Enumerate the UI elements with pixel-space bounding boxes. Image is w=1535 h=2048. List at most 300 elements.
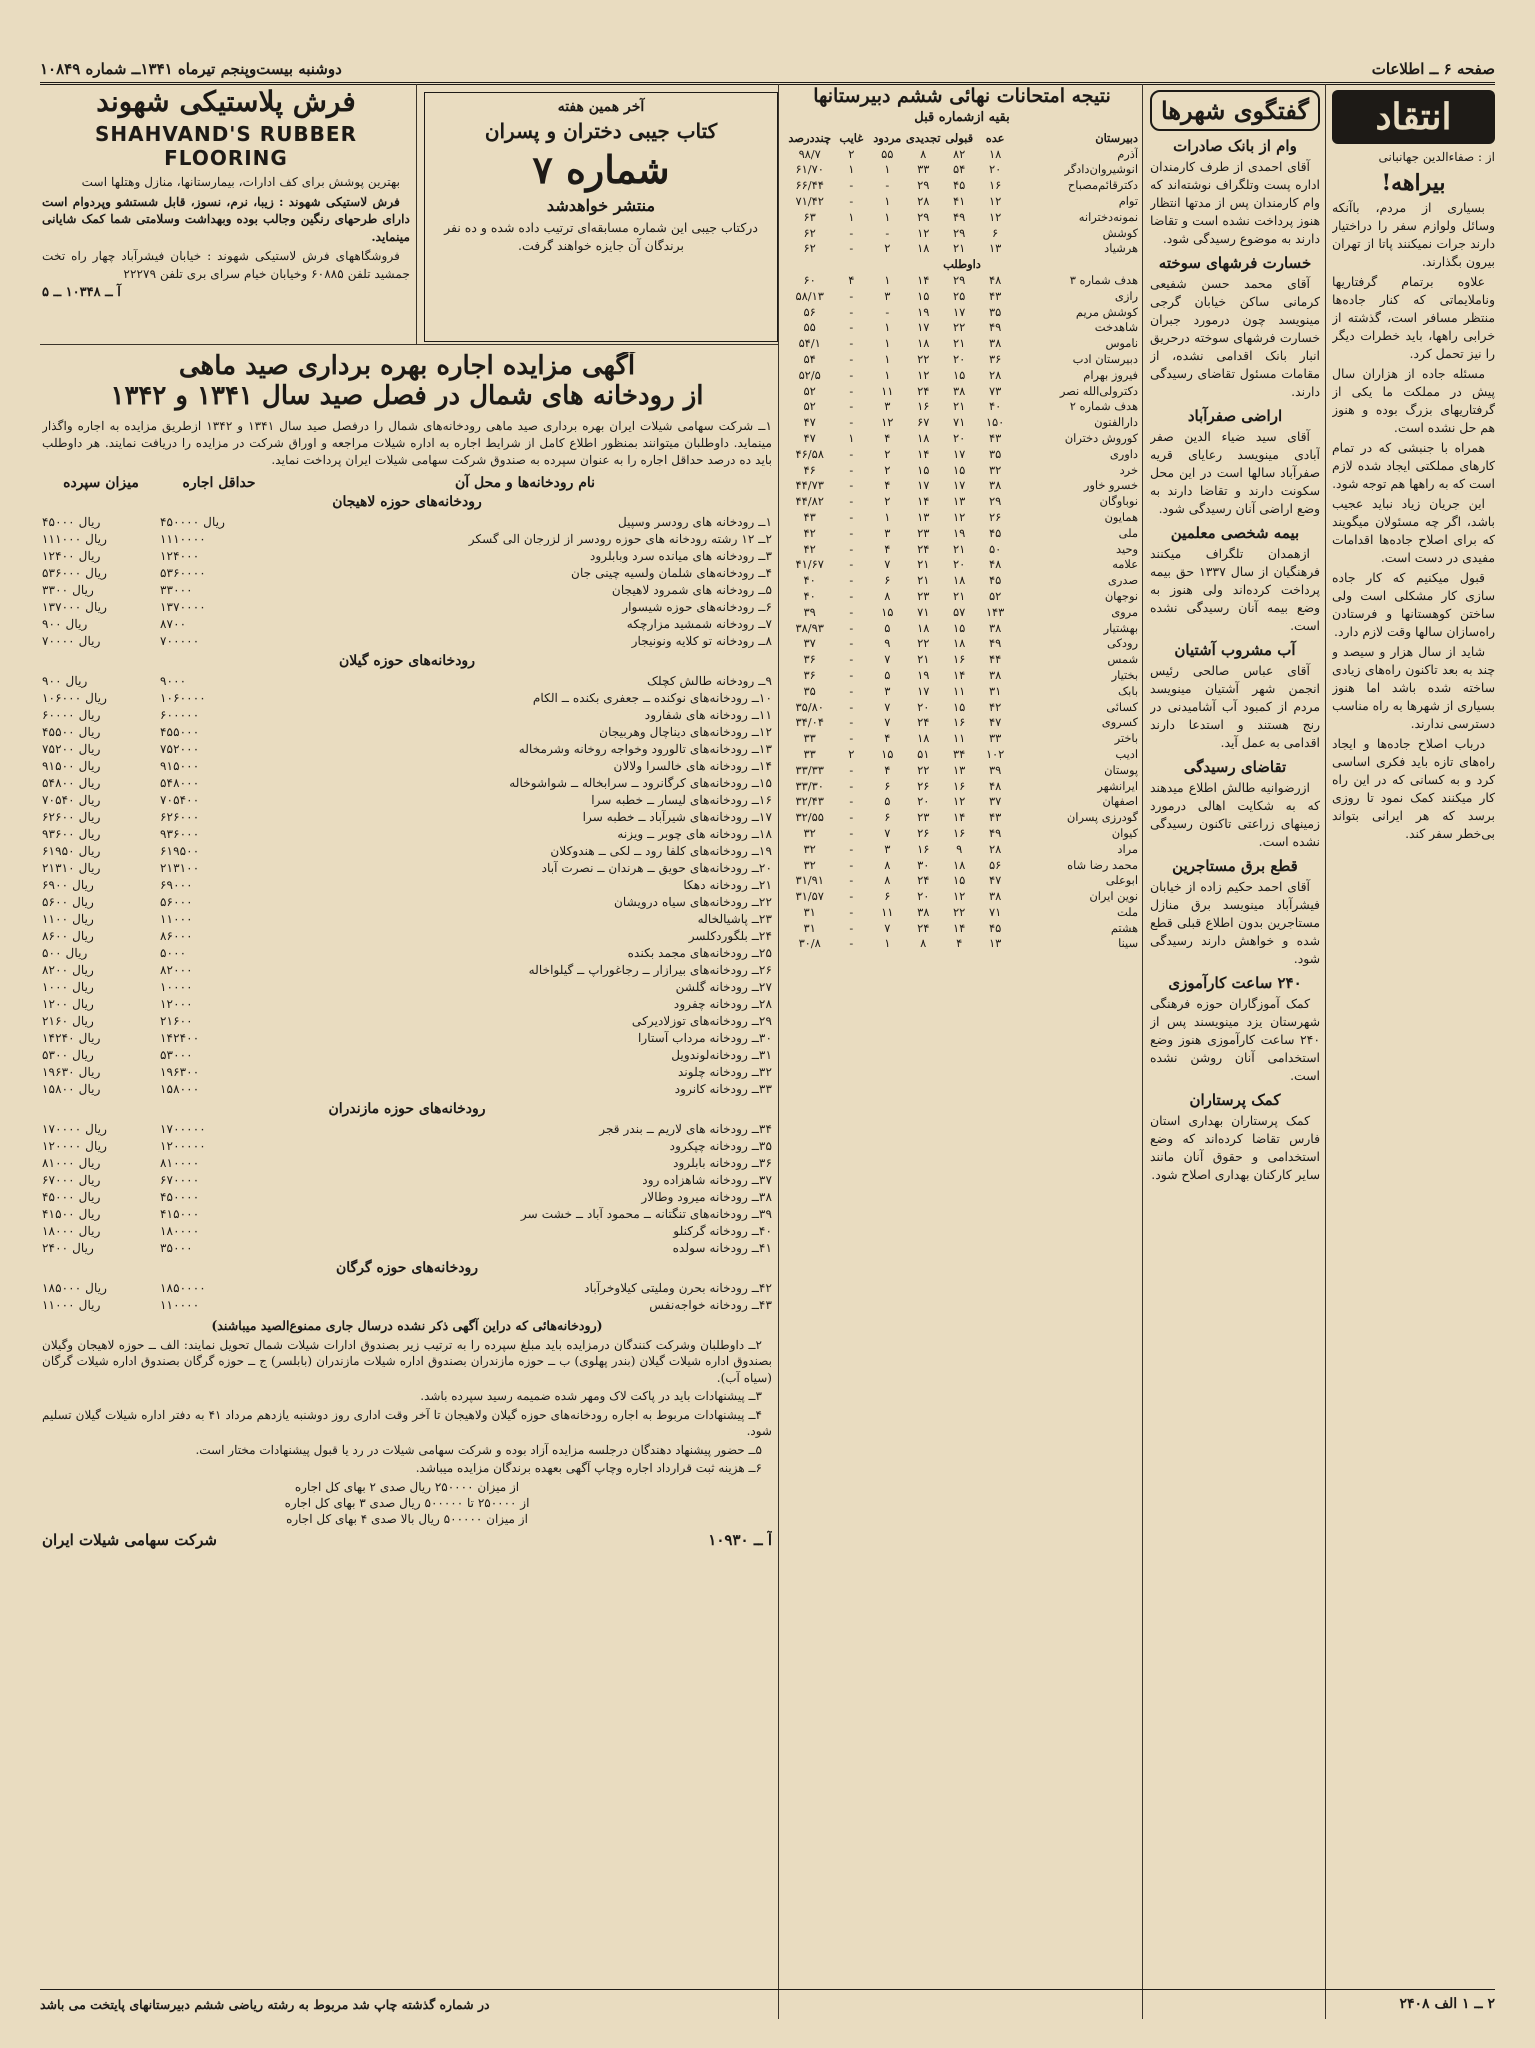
river-group-title: رودخانه‌های حوزه گرگان: [335, 1259, 479, 1276]
header-cell: تجدیدی: [905, 130, 941, 145]
auction-fee-line: از میزان ۵۰۰۰۰۰ ریال بالا صدی ۴ بهای کل اجاره: [286, 1511, 528, 1526]
table-cell: -: [849, 494, 854, 509]
table-cell: ۱۶: [988, 178, 1002, 193]
table-cell: ۱۸: [917, 430, 930, 445]
article-paragraph: بسیاری از مردم، باآنکه وسائل ولوازم سفر را دراختیار دارند جرات نمیکنند پاتا از تهران بیرون بگذارند.: [1332, 200, 1495, 269]
table-cell: ابوعلی: [1105, 873, 1138, 888]
table-cell: ۱: [884, 352, 891, 366]
river-min-rent: ۶۱۹۵۰۰: [160, 843, 200, 858]
auction-term: ۲ــ داوطلبان وشرکت کنندگان درمزایده باید مبلغ سپرده را به ترتیب زیر بصندوق ادارات شیلات شمال تحویل نمایند: الف ــ حوزه لاهیجان وگیلان بصندوق اداره شیلات گیلان (بندر پهلوی) ب ــ حوزه مازندران بصندوق اداره شیلات مازندران (بابلسر) ج ــ حوزه گرگان بصندوق اداره شیلات گرگان (سیاه آب).: [42, 1337, 772, 1385]
table-cell: ادیب: [1115, 746, 1138, 761]
results-table: [786, 131, 1138, 952]
river-row: [42, 1121, 772, 1138]
river-min-rent: ۱۴۲۴۰۰: [160, 1030, 200, 1045]
criticism-logo: انتقاد: [1332, 90, 1495, 144]
river-row: [42, 707, 772, 724]
table-cell: ۵۸/۱۳: [795, 288, 824, 303]
article-paragraph: همراه با جنبشی که در تمام کارهای مملکتی ایجاد شده لازم است که به راهها هم توجه شود.: [1332, 440, 1495, 491]
table-cell: ۱۵: [953, 620, 966, 635]
table-row: [786, 747, 1138, 763]
table-row: [786, 336, 1138, 352]
table-cell: ۶۶/۴۴: [795, 178, 824, 193]
table-cell: ۲۸: [988, 367, 1002, 382]
river-name: ۴۰ــ رودخانه گرکنلو: [673, 1223, 772, 1238]
table-cell: ۴۶: [803, 462, 816, 477]
table-row: [786, 589, 1138, 605]
talk-item-text: آقای عباس صالحی رئیس انجمن شهر آشتیان مینویسد مردم از کمبود آب آشامیدنی در رنج هستند و استدعا دارند اقدامی به عمل آید.: [1150, 663, 1320, 750]
table-cell: کیوان: [1111, 825, 1138, 840]
river-name: ۳۸ــ رودخانه میرود وطالار: [641, 1189, 772, 1204]
river-row: [42, 633, 772, 650]
table-cell: ۱: [884, 273, 891, 288]
ad-book-status: منتشر خواهدشد: [546, 196, 656, 215]
table-cell: ۸: [884, 873, 891, 888]
author: از : صفاءالدین جهانبانی: [1378, 150, 1495, 164]
table-cell: ۶۰: [803, 273, 816, 288]
river-deposit: ۹۱۵۰۰ ریال: [42, 758, 101, 773]
table-cell: کوشش مریم: [1075, 304, 1138, 319]
table-cell: ۱۴: [953, 667, 966, 682]
table-cell: ۱: [848, 209, 855, 224]
header-cell: مردود: [873, 130, 902, 145]
table-cell: ۲۱: [953, 588, 966, 603]
table-cell: ۴۹: [988, 636, 1002, 651]
table-cell: -: [885, 178, 890, 193]
table-cell: دکترقائم‌مصباح: [1067, 178, 1138, 193]
table-cell: ۵۴: [953, 162, 966, 177]
table-row: [786, 147, 1138, 163]
table-cell: ۱۳: [917, 509, 930, 524]
table-cell: ۱: [884, 320, 891, 335]
river-deposit: ۵۳۶۰۰۰ ریال: [42, 565, 108, 580]
pocket-book-ad: [424, 92, 778, 342]
river-row: [42, 1155, 772, 1172]
talk-item-title: بیمه شخصی معلمین: [1170, 524, 1300, 542]
article-paragraph: قبول میکنیم که کار جاده سازی کار مشکلی است ولی ساختن کوهستانها و فرستادن راه‌سازان سالها وقت لازم دارد.: [1332, 570, 1495, 639]
auction-title-2: از رودخانه های شمال در فصل صید سال ۱۳۴۱ و ۱۳۴۲: [110, 380, 704, 411]
flooring-ad: [42, 86, 410, 336]
talk-item-title: قطع برق مستاجرین: [1172, 857, 1298, 875]
table-row: [786, 305, 1138, 321]
table-cell: ۳۸: [988, 620, 1002, 635]
river-min-rent: ۳۵۰۰۰: [160, 1240, 193, 1255]
table-cell: ۳۱: [803, 904, 816, 919]
river-name: ۳ــ رودخانه های میانده سرد وبابلرود: [589, 548, 772, 563]
river-row: [42, 996, 772, 1013]
table-cell: ۳۵: [988, 446, 1002, 461]
table-cell: ۴۹: [988, 320, 1002, 335]
table-row: [786, 226, 1138, 242]
river-deposit: ۱۷۰۰۰۰ ریال: [42, 1121, 108, 1136]
table-cell: ۲: [884, 494, 891, 509]
table-cell: -: [849, 731, 854, 746]
table-cell: ۳۲/۵۵: [795, 810, 824, 825]
table-cell: ۱۷: [917, 683, 930, 698]
table-cell: -: [849, 399, 854, 414]
table-cell: ۴۶/۵۸: [795, 446, 824, 461]
river-min-rent: ۶۷۰۰۰۰: [160, 1172, 200, 1187]
table-cell: داوری: [1109, 446, 1138, 461]
table-cell: ۲۰: [917, 889, 930, 904]
table-cell: ۵: [884, 620, 891, 635]
table-cell: -: [849, 604, 854, 619]
table-cell: ۴۳: [988, 430, 1002, 445]
table-cell: ۱۵۰: [985, 415, 1005, 430]
table-row: [786, 478, 1138, 494]
table-cell: ۲۰: [917, 699, 930, 714]
table-cell: ۴۹: [988, 825, 1002, 840]
table-row: [786, 463, 1138, 479]
table-cell: علامه: [1112, 557, 1138, 572]
table-cell: ۱۸: [917, 336, 930, 351]
table-cell: ۳۷: [988, 794, 1002, 809]
table-cell: ۳۳: [803, 731, 816, 746]
table-cell: ۳۱: [988, 683, 1002, 698]
table-cell: ۲۰: [953, 430, 966, 445]
table-cell: -: [849, 794, 854, 809]
table-cell: ۱۵: [881, 604, 894, 619]
talk-item-text: کمک پرستاران بهداری استان فارس تقاضا کرده‌اند که وضع استخدامی و حقوق آنان مانند سایر کارکنان بهداری اصلاح شود.: [1150, 1113, 1320, 1182]
table-cell: ۳۲/۴۳: [795, 794, 824, 809]
river-row: [42, 962, 772, 979]
table-cell: ۲: [884, 462, 891, 477]
table-row: [786, 241, 1138, 257]
table-row: [786, 162, 1138, 178]
auction-title-1: آگهی مزایده اجاره بهره برداری صید ماهی: [178, 352, 636, 381]
table-cell: ۳: [884, 683, 891, 698]
river-min-rent: ۴۵۰۰۰۰: [160, 1189, 200, 1204]
table-cell: ۱۵: [917, 288, 930, 303]
flooring-line-3: فروشگاههای فرش لاستیکی شهوند : خیابان فیشرآباد چهار راه تخت جمشید تلفن ۶۰۸۸۵ وخیابان خیام سرای بری تلفن ۲۲۲۷۹: [42, 249, 410, 281]
table-cell: ۴: [956, 936, 963, 951]
table-cell: ملت: [1116, 904, 1138, 919]
river-min-rent: ۱۷۰۰۰۰۰: [160, 1121, 206, 1136]
table-row: [786, 621, 1138, 637]
table-cell: ۳۲: [803, 841, 816, 856]
talks-logo: گفتگوی شهرها: [1150, 90, 1320, 131]
table-cell: ایرانشهر: [1097, 778, 1138, 793]
table-cell: ۳۵: [803, 683, 816, 698]
table-cell: گودرزی پسران: [1066, 810, 1138, 825]
river-deposit: ۱۲۰۰۰۰ ریال: [42, 1138, 108, 1153]
table-cell: پوستان: [1104, 762, 1138, 777]
table-cell: هدف شماره ۲: [1069, 399, 1138, 414]
table-cell: ۶: [884, 778, 891, 793]
river-min-rent: ۶۰۰۰۰۰: [160, 707, 200, 722]
river-deposit: ۱۴۲۴۰ ریال: [42, 1030, 101, 1045]
table-cell: ۱: [884, 936, 891, 951]
table-cell: ۴۱: [953, 194, 966, 209]
river-deposit: ۱۳۷۰۰۰ ریال: [42, 599, 108, 614]
table-row: [786, 415, 1138, 431]
river-row: [42, 979, 772, 996]
table-cell: ۱۷: [917, 478, 930, 493]
table-cell: ۱۸: [917, 731, 930, 746]
table-cell: دکترولی‌الله نصر: [1059, 383, 1138, 398]
footer-note: در شماره گذشته چاپ شد مربوط به رشته ریاضی ششم دبیرستانهای پایتخت می باشد: [40, 1996, 490, 2012]
table-cell: ۴۵: [988, 525, 1002, 540]
table-cell: ۱۲: [917, 367, 930, 382]
table-cell: -: [849, 367, 854, 382]
table-cell: وحید: [1116, 541, 1138, 556]
table-cell: هدف شماره ۳: [1069, 273, 1138, 288]
river-name: ۱۰ــ رودخانه‌های نوکنده ــ جعفری بکنده ــ الکام: [532, 690, 772, 705]
table-cell: ۴۰: [803, 588, 816, 603]
river-name: ۵ــ رودخانه های شمرود لاهیجان: [611, 582, 772, 597]
table-cell: ۳۵/۸۰: [795, 699, 824, 714]
talk-item-text: ازرضوانیه طالش اطلاع میدهند که به شکایت اهالی درمورد زمینهای زراعتی تاکنون رسیدگی نشده است.: [1150, 780, 1320, 849]
table-cell: ۱۷: [917, 320, 930, 335]
table-cell: ۱۸: [953, 636, 966, 651]
table-cell: ۲۲: [953, 904, 966, 919]
table-cell: ۳۰/۸: [798, 936, 821, 951]
table-cell: صدری: [1107, 573, 1138, 588]
table-cell: -: [849, 446, 854, 461]
river-min-rent: ۱۲۰۰۰: [160, 996, 193, 1011]
masthead: [40, 38, 1495, 85]
table-cell: -: [849, 415, 854, 430]
issue-date: دوشنبه بیست‌وپنجم تیرماه ۱۳۴۱ــ شماره ۱۰۸۴۹: [40, 60, 342, 78]
river-deposit: ۹۰۰ ریال: [42, 616, 88, 631]
table-cell: ۲۴: [917, 920, 930, 935]
table-header: [786, 131, 1138, 147]
table-cell: ۶: [884, 573, 891, 588]
river-name: ۴۳ــ رودخانه خواجه‌نفس: [649, 1297, 772, 1312]
table-cell: ۱۳: [953, 762, 966, 777]
river-row: [42, 792, 772, 809]
river-min-rent: ۴۵۵۰۰۰: [160, 724, 200, 739]
river-group-title: رودخانه‌های حوزه مازندران: [328, 1100, 486, 1117]
table-cell: ۳: [884, 525, 891, 540]
river-group-title: رودخانه‌های حوزه لاهیجان: [332, 493, 482, 510]
river-min-rent: ۱۲۴۰۰۰: [160, 548, 200, 563]
table-cell: -: [849, 194, 854, 209]
table-cell: فیروز بهرام: [1083, 367, 1138, 382]
table-row: [786, 794, 1138, 810]
table-cell: ۲۴: [917, 541, 930, 556]
river-row: [42, 724, 772, 741]
table-cell: ۳: [884, 841, 891, 856]
river-deposit: ۸۱۰۰۰ ریال: [42, 1155, 101, 1170]
table-cell: ۲۴: [917, 873, 930, 888]
table-cell: ۱۲: [953, 889, 966, 904]
river-name: ۴۲ــ رودخانه بحرن وملیتی کیلاوخرآباد: [584, 1280, 772, 1295]
river-min-rent: ۱۲۰۰۰۰۰: [160, 1138, 206, 1153]
river-name: ۱ــ رودخانه های رودسر وسپیل: [617, 514, 772, 529]
river-name: ۲۰ــ رودخانه‌های حویق ــ هرندان ــ نصرت آباد: [541, 860, 772, 875]
table-row: [786, 842, 1138, 858]
table-cell: ۱۵: [953, 873, 966, 888]
river-deposit: ۶۷۰۰۰ ریال: [42, 1172, 101, 1187]
table-row: [786, 289, 1138, 305]
table-cell: ۱۱: [881, 904, 894, 919]
river-deposit: ۵۶۰۰ ریال: [42, 894, 94, 909]
table-cell: -: [849, 383, 854, 398]
table-cell: ۱۸: [953, 573, 966, 588]
auction-term: ۳ــ پیشنهادات باید در پاکت لاک ومهر شده ضمیمه رسید سپرده باشد.: [420, 1389, 762, 1404]
table-cell: ۵۷: [953, 604, 966, 619]
river-min-rent: ۹۰۰۰: [160, 673, 187, 688]
river-name: ۲۸ــ رودخانه چفرود: [673, 996, 772, 1011]
table-cell: هشتم: [1110, 920, 1138, 935]
flooring-title-en: SHAHVAND'S RUBBER FLOORING: [95, 122, 357, 171]
river-deposit: ۳۳۰۰ ریال: [42, 582, 94, 597]
table-row: [786, 873, 1138, 889]
table-cell: ۲۰: [953, 557, 966, 572]
table-cell: ۱۶: [917, 841, 930, 856]
river-row: [42, 741, 772, 758]
river-name: ۳۰ــ رودخانه مرداب آستارا: [637, 1030, 772, 1045]
table-row: [786, 210, 1138, 226]
table-row: [786, 573, 1138, 589]
river-row: [42, 1047, 772, 1064]
table-cell: ۲۸: [988, 841, 1002, 856]
table-cell: ۱۰۲: [985, 746, 1005, 761]
table-cell: ۸: [884, 857, 891, 872]
river-row: [42, 945, 772, 962]
table-cell: اصفهان: [1102, 794, 1138, 809]
table-cell: ۱۵: [917, 462, 930, 477]
table-cell: ۱۲: [953, 509, 966, 524]
river-deposit: ۴۵۰۰۰ ریال: [42, 1189, 101, 1204]
table-cell: -: [849, 320, 854, 335]
table-cell: ۳۷: [803, 636, 816, 651]
table-cell: -: [849, 573, 854, 588]
table-cell: ۳۳/۳۰: [795, 778, 824, 793]
table-cell: ۴۳: [803, 509, 816, 524]
table-cell: آذرم: [1117, 146, 1138, 161]
table-cell: -: [849, 920, 854, 935]
table-cell: ۱۸: [917, 620, 930, 635]
table-cell: خرد: [1119, 462, 1138, 477]
table-cell: ۳۱/۵۷: [795, 889, 824, 904]
table-cell: مروی: [1111, 604, 1138, 619]
river-min-rent: ۸۱۰۰۰۰: [160, 1155, 200, 1170]
table-cell: ۲۹: [917, 178, 930, 193]
auction-code: آ ــ ۱۰۹۳۰: [708, 1530, 772, 1549]
table-row: [786, 936, 1138, 952]
table-cell: ۴۴: [988, 652, 1002, 667]
table-cell: شمس: [1107, 652, 1138, 667]
table-cell: -: [849, 825, 854, 840]
river-name: ۲۱ــ رودخانه دهکا: [683, 877, 772, 892]
river-row: [42, 1240, 772, 1257]
page-label: صفحه ۶ ــ اطلاعات: [1371, 60, 1495, 78]
auction-term: ۵ــ حضور پیشنهاد دهندگان درجلسه مزایده آزاد بوده و شرکت سهامی شیلات در رد یا قبول پیشنهادات مختار است.: [195, 1442, 762, 1457]
table-cell: ۲۳: [917, 525, 930, 540]
table-cell: ۷: [884, 652, 891, 667]
river-deposit: ۶۰۰۰۰ ریال: [42, 707, 101, 722]
article-paragraph: مسئله جاده از هزاران سال پیش در مملکت ما یکی از گرفتاریهای بزرگ بوده و هنوز هم حل نشده است.: [1332, 366, 1495, 435]
river-min-rent: ۴۵۰۰۰۰ ریال: [160, 514, 226, 529]
river-deposit: ۷۵۲۰۰ ریال: [42, 741, 101, 756]
river-name: ۱۲ــ رودخانه‌های دیناچال وهربیجان: [599, 724, 772, 739]
river-deposit: ۴۱۵۰۰ ریال: [42, 1206, 101, 1221]
table-cell: ۲۰: [988, 162, 1002, 177]
table-cell: ۲۳: [917, 588, 930, 603]
river-deposit: ۶۹۰۰ ریال: [42, 877, 94, 892]
table-cell: ۴: [884, 731, 891, 746]
table-cell: کسروی: [1101, 715, 1138, 730]
river-name: ۶ــ رودخانه‌های حوزه شیسوار: [622, 599, 772, 614]
table-cell: -: [849, 810, 854, 825]
table-cell: -: [885, 225, 890, 240]
table-cell: ۱۶: [917, 399, 930, 414]
river-row: [42, 514, 772, 531]
table-cell: ۴۵: [953, 178, 966, 193]
table-cell: ۲۹: [988, 494, 1002, 509]
river-deposit: ۹۰۰ ریال: [42, 673, 88, 688]
table-cell: ۵۶: [988, 857, 1002, 872]
river-name: ۳۴ــ رودخانه های لاریم ــ بندر قجر: [599, 1121, 772, 1136]
table-cell: رودکی: [1107, 636, 1138, 651]
river-min-rent: ۵۶۰۰۰: [160, 894, 193, 909]
table-cell: ۲۴: [917, 715, 930, 730]
table-cell: ۳۴: [953, 746, 966, 761]
river-deposit: ۱۱۱۰۰۰ ریال: [42, 531, 108, 546]
table-cell: بختیار: [1111, 667, 1138, 682]
river-deposit: ۱۹۶۳۰ ریال: [42, 1064, 101, 1079]
river-group-title: رودخانه‌های حوزه گیلان: [339, 652, 475, 669]
table-cell: ۴۲: [803, 525, 816, 540]
table-cell: ۷: [884, 715, 891, 730]
river-min-rent: ۵۴۸۰۰۰: [160, 775, 200, 790]
table-cell: ۲۱: [953, 541, 966, 556]
river-name: ۱۷ــ رودخانه‌های شیرآباد ــ خطبه سرا: [582, 809, 772, 824]
table-cell: -: [849, 304, 854, 319]
table-row: [786, 352, 1138, 368]
table-cell: ۵۴: [803, 352, 816, 366]
river-deposit: ۱۰۶۰۰۰ ریال: [42, 690, 108, 705]
table-cell: ۳۳/۳۳: [795, 762, 824, 777]
table-row: [786, 889, 1138, 905]
river-row: [42, 1223, 772, 1240]
table-cell: ۱: [884, 367, 891, 382]
header-cell: قبولی: [945, 130, 974, 145]
river-row: [42, 911, 772, 928]
table-cell: ۴۷: [803, 430, 816, 445]
table-cell: ۳۹: [803, 604, 816, 619]
table-cell: ملی: [1118, 525, 1138, 540]
table-row: [786, 700, 1138, 716]
table-cell: ۳۹: [988, 762, 1002, 777]
table-cell: -: [849, 857, 854, 872]
table-cell: -: [849, 525, 854, 540]
table-cell: ۲: [848, 746, 855, 761]
table-cell: ۱۳: [988, 936, 1002, 951]
table-cell: ۲۵: [953, 288, 966, 303]
header-cell: غایب: [839, 130, 864, 145]
table-row: [786, 858, 1138, 874]
table-cell: ۱۵: [953, 699, 966, 714]
table-cell: ۲۰: [953, 352, 966, 366]
table-cell: -: [849, 667, 854, 682]
table-row: [786, 273, 1138, 289]
article-paragraph: این جریان زیاد نباید عجیب باشد، اگر چه مسئولان میگویند که برای اصلاح جاده‌ها اقدامات مفیدی در دست است.: [1332, 496, 1495, 565]
table-cell: نوجهان: [1104, 588, 1138, 603]
table-cell: -: [849, 889, 854, 904]
col-deposit: میزان سپرده: [63, 474, 139, 491]
river-deposit: ۲۴۰۰ ریال: [42, 1240, 94, 1255]
auction-signature: شرکت سهامی شیلات ایران: [42, 1530, 217, 1549]
river-name: ۱۹ــ رودخانه‌های کلفا رود ــ لکی ــ هندوکلان: [550, 843, 772, 858]
table-cell: ۸: [884, 588, 891, 603]
table-cell: ۴۲: [803, 541, 816, 556]
table-cell: ۱۶: [953, 825, 966, 840]
river-row: [42, 1280, 772, 1297]
river-row: [42, 1081, 772, 1098]
table-cell: ۵۲: [988, 588, 1002, 603]
